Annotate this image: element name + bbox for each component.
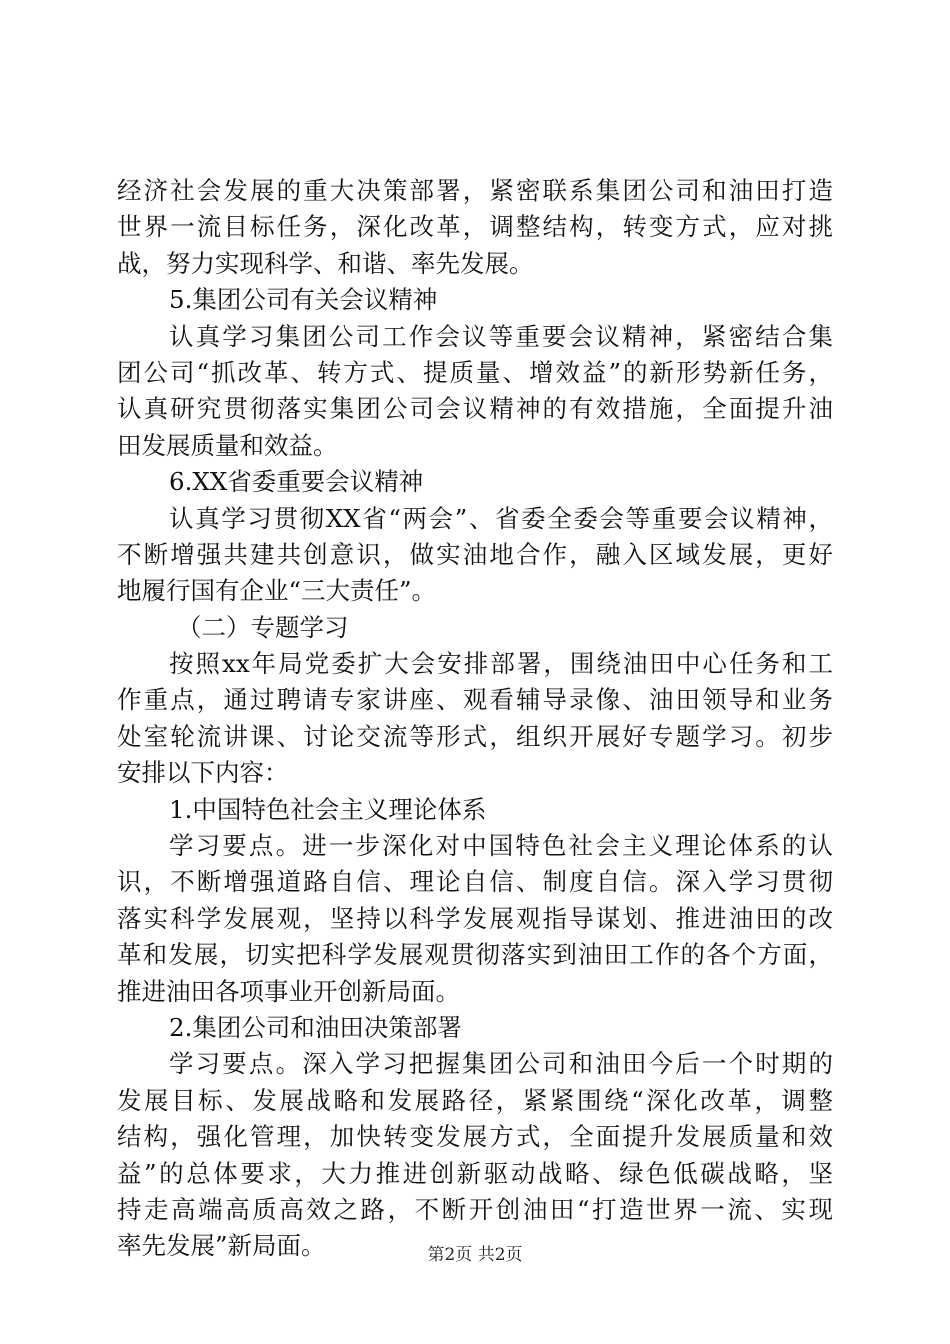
- text-line: 经济社会发展的重大决策部署，紧密联系集团公司和油田打造: [117, 176, 833, 205]
- text-line: 落实科学发展观，坚持以科学发展观指导谋划、推进油田的改: [117, 903, 833, 933]
- text-line: 推进油田各项事业开创新局面。: [117, 976, 460, 1006]
- text-line: 学习要点。深入学习把握集团公司和油田今后一个时期的: [169, 1049, 833, 1079]
- text-line: 地履行国有企业“三大责任”。: [117, 576, 437, 606]
- text-line: 不断增强共建共创意识，做实油地合作，融入区域发展，更好: [117, 539, 833, 569]
- section-heading: 2.集团公司和油田决策部署: [169, 1012, 462, 1042]
- section-heading: 1.中国特色社会主义理论体系: [169, 794, 487, 824]
- text-line: 认真学习贯彻XX省“两会”、省委全委会等重要会议精神，: [169, 503, 833, 533]
- document-body: [117, 173, 833, 1265]
- text-line: 革和发展，切实把科学发展观贯彻落实到油田工作的各个方面，: [117, 940, 833, 970]
- text-line: 结构，强化管理，加快转变发展方式，全面提升发展质量和效: [117, 1122, 833, 1152]
- text-line: 按照xx年局党委扩大会安排部署，围绕油田中心任务和工: [169, 649, 833, 679]
- section-heading: 6.XX省委重要会议精神: [169, 467, 424, 497]
- text-line: 认真学习集团公司工作会议等重要会议精神，紧密结合集: [169, 321, 833, 351]
- text-line: 处室轮流讲课、讨论交流等形式，组织开展好专题学习。初步: [117, 721, 833, 751]
- text-line: 世界一流目标任务，深化改革，调整结构，转变方式，应对挑: [117, 212, 833, 242]
- text-line: 安排以下内容：: [117, 758, 289, 788]
- text-line: 识，不断增强道路自信、理论自信、制度自信。深入学习贯彻: [117, 867, 833, 897]
- text-line: 率先发展”新局面。: [117, 1231, 326, 1261]
- section-heading: 5.集团公司有关会议精神: [169, 285, 438, 315]
- text-line: 田发展质量和效益。: [117, 430, 338, 460]
- text-line: 战，努力实现科学、和谐、率先发展。: [117, 248, 534, 278]
- text-line: 持走高端高质高效之路，不断开创油田“打造世界一流、实现: [117, 1194, 833, 1224]
- page-footer: [0, 1244, 950, 1266]
- text-line: 发展目标、发展战略和发展路径，紧紧围绕“深化改革，调整: [117, 1085, 833, 1115]
- section-heading: （二）专题学习: [177, 612, 349, 642]
- page-number-label: 第2页 共2页: [427, 1245, 523, 1265]
- text-line: 学习要点。进一步深化对中国特色社会主义理论体系的认: [169, 831, 833, 861]
- text-line: 作重点，通过聘请专家讲座、观看辅导录像、油田领导和业务: [117, 685, 833, 715]
- text-line: 团公司“抓改革、转方式、提质量、增效益”的新形势新任务，: [117, 357, 833, 387]
- text-line: 益”的总体要求，大力推进创新驱动战略、绿色低碳战略，坚: [117, 1158, 833, 1188]
- text-line: 认真研究贯彻落实集团公司会议精神的有效措施，全面提升油: [117, 394, 833, 424]
